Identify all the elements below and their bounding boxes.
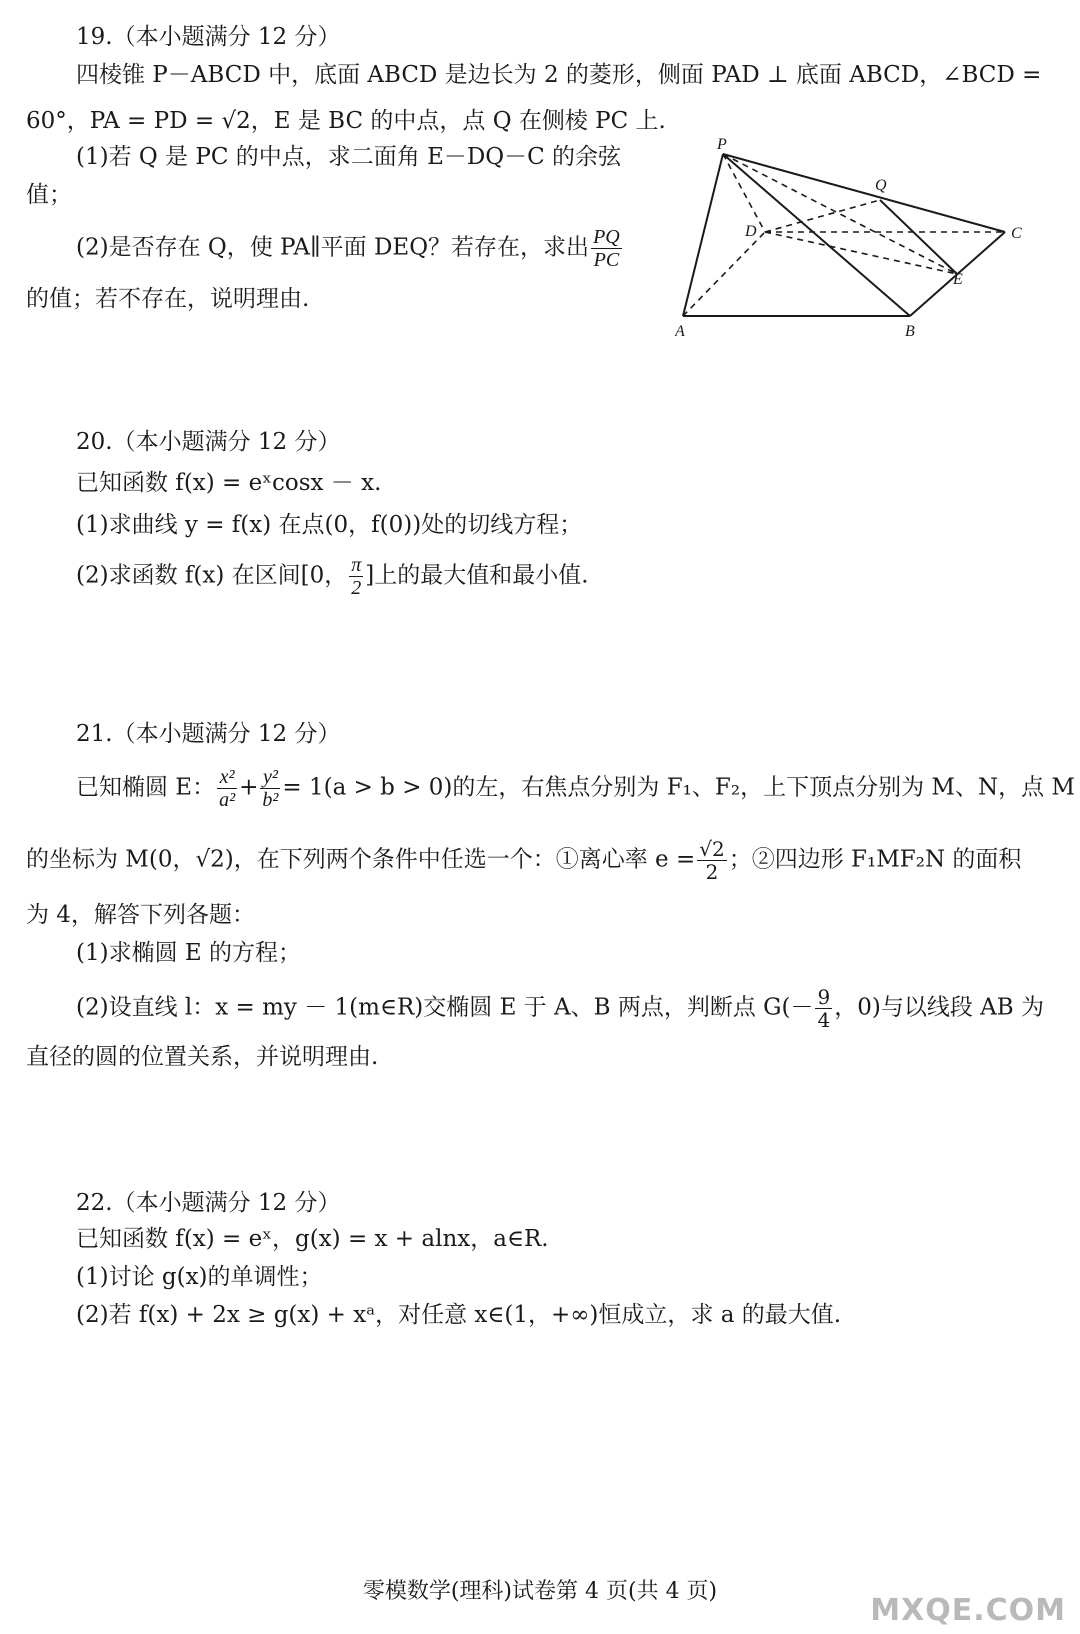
fraction-denominator: 2 (705, 860, 719, 884)
q19-part1-a: (1)若 Q 是 PC 的中点，求二面角 E－DQ－C 的余弦 (76, 144, 622, 170)
segment-de (765, 232, 957, 274)
q19-part2-fraction (591, 226, 622, 271)
q19-line1: 四棱锥 P－ABCD 中，底面 ABCD 是边长为 2 的菱形，侧面 PAD ⊥ 底面 ABCD，∠BCD = (76, 62, 1042, 88)
q21-line2 (26, 838, 1021, 883)
q21-line1 (76, 766, 1075, 811)
q22-header: 22.（本小题满分 12 分） (76, 1190, 341, 1216)
q21-line3: 为 4，解答下列各题： (26, 902, 255, 928)
q20-part2 (76, 554, 589, 599)
q22-line1: 已知函数 f(x) = eˣ，g(x) = x + alnx，a∈R. (76, 1226, 549, 1252)
q21-part2-text-b: ，0)与以线段 AB 为 (834, 994, 1044, 1021)
q21-part2-text-a: (2)设直线 l：x = my － 1(m∈R)交椭圆 E 于 A、B 两点，判断点 G(－ (76, 994, 814, 1021)
q20-part2-text-a: (2)求函数 f(x) 在区间[0， (76, 562, 348, 589)
label-a: A (675, 323, 685, 340)
fraction-denominator: b² (262, 789, 279, 811)
pyramid-figure (675, 138, 1055, 348)
edge-pd (723, 154, 765, 232)
fraction-numerator: 9 (817, 985, 831, 1009)
fraction-numerator: x² (217, 766, 237, 789)
q21-line2-text-b: ；②四边形 F₁MF₂N 的面积 (728, 846, 1022, 873)
edge-pa (683, 154, 723, 316)
q21-eccentricity-fraction (697, 838, 726, 883)
fraction-denominator: 4 (817, 1008, 831, 1032)
label-e: E (953, 271, 963, 288)
q20-header: 20.（本小题满分 12 分） (76, 429, 341, 455)
edge-ad (683, 232, 765, 316)
q21-point-fraction (815, 986, 832, 1031)
q19-part2-a (76, 226, 624, 271)
q20-fraction (349, 554, 363, 599)
watermark: MXQE.COM (870, 1593, 1066, 1628)
fraction-denominator: a² (219, 789, 236, 811)
q19-part2-text: (2)是否存在 Q，使 PA∥平面 DEQ？若存在，求出 (76, 234, 590, 261)
label-d: D (745, 223, 757, 240)
q19-part1-b: 值； (26, 182, 72, 208)
segment-qe (880, 200, 957, 274)
q21-line6: 直径的圆的位置关系，并说明理由. (26, 1044, 379, 1070)
q19-part2-b: 的值；若不存在，说明理由. (26, 286, 310, 312)
page-footer: 零模数学(理科)试卷第 4 页(共 4 页) (362, 1579, 718, 1604)
q21-line1-text-a: 已知椭圆 E： (76, 774, 216, 801)
fraction-numerator: π (351, 554, 362, 576)
q22-part2: (2)若 f(x) + 2x ≥ g(x) + xᵃ，对任意 x∈(1，+∞)恒成立，求 a 的最大值. (76, 1302, 842, 1328)
label-b: B (905, 323, 915, 340)
fraction-numerator: √2 (699, 837, 725, 861)
q21-plus: + (239, 774, 259, 801)
q20-part2-text-b: ]上的最大值和最小值. (365, 562, 589, 589)
fraction-denominator: 2 (351, 577, 362, 599)
q21-fraction-y (260, 766, 280, 811)
q21-fraction-x (217, 766, 237, 811)
label-q: Q (875, 177, 887, 194)
label-p: P (717, 138, 727, 153)
fraction-numerator: PQ (593, 226, 620, 248)
q21-line1-text-b: = 1(a > b > 0)的左，右焦点分别为 F₁、F₂，上下顶点分别为 M、N，点 M (282, 774, 1075, 801)
label-c: C (1011, 225, 1022, 242)
q19-line2: 60°，PA = PD = √2，E 是 BC 的中点，点 Q 在侧棱 PC 上. (26, 108, 666, 134)
q19-header: 19.（本小题满分 12 分） (76, 24, 341, 50)
q21-line2-text-a: 的坐标为 M(0，√2)，在下列两个条件中任选一个：①离心率 e = (26, 846, 696, 873)
q21-header: 21.（本小题满分 12 分） (76, 721, 341, 747)
q20-part1: (1)求曲线 y = f(x) 在点(0，f(0))处的切线方程； (76, 512, 583, 538)
q21-part2 (76, 986, 1044, 1031)
edge-pc (723, 154, 1005, 232)
fraction-numerator: y² (260, 766, 280, 789)
q20-line1: 已知函数 f(x) = eˣcosx － x. (76, 470, 382, 496)
fraction-denominator: PC (593, 249, 620, 271)
q21-part1: (1)求椭圆 E 的方程； (76, 940, 301, 966)
q22-part1: (1)讨论 g(x)的单调性； (76, 1264, 323, 1290)
